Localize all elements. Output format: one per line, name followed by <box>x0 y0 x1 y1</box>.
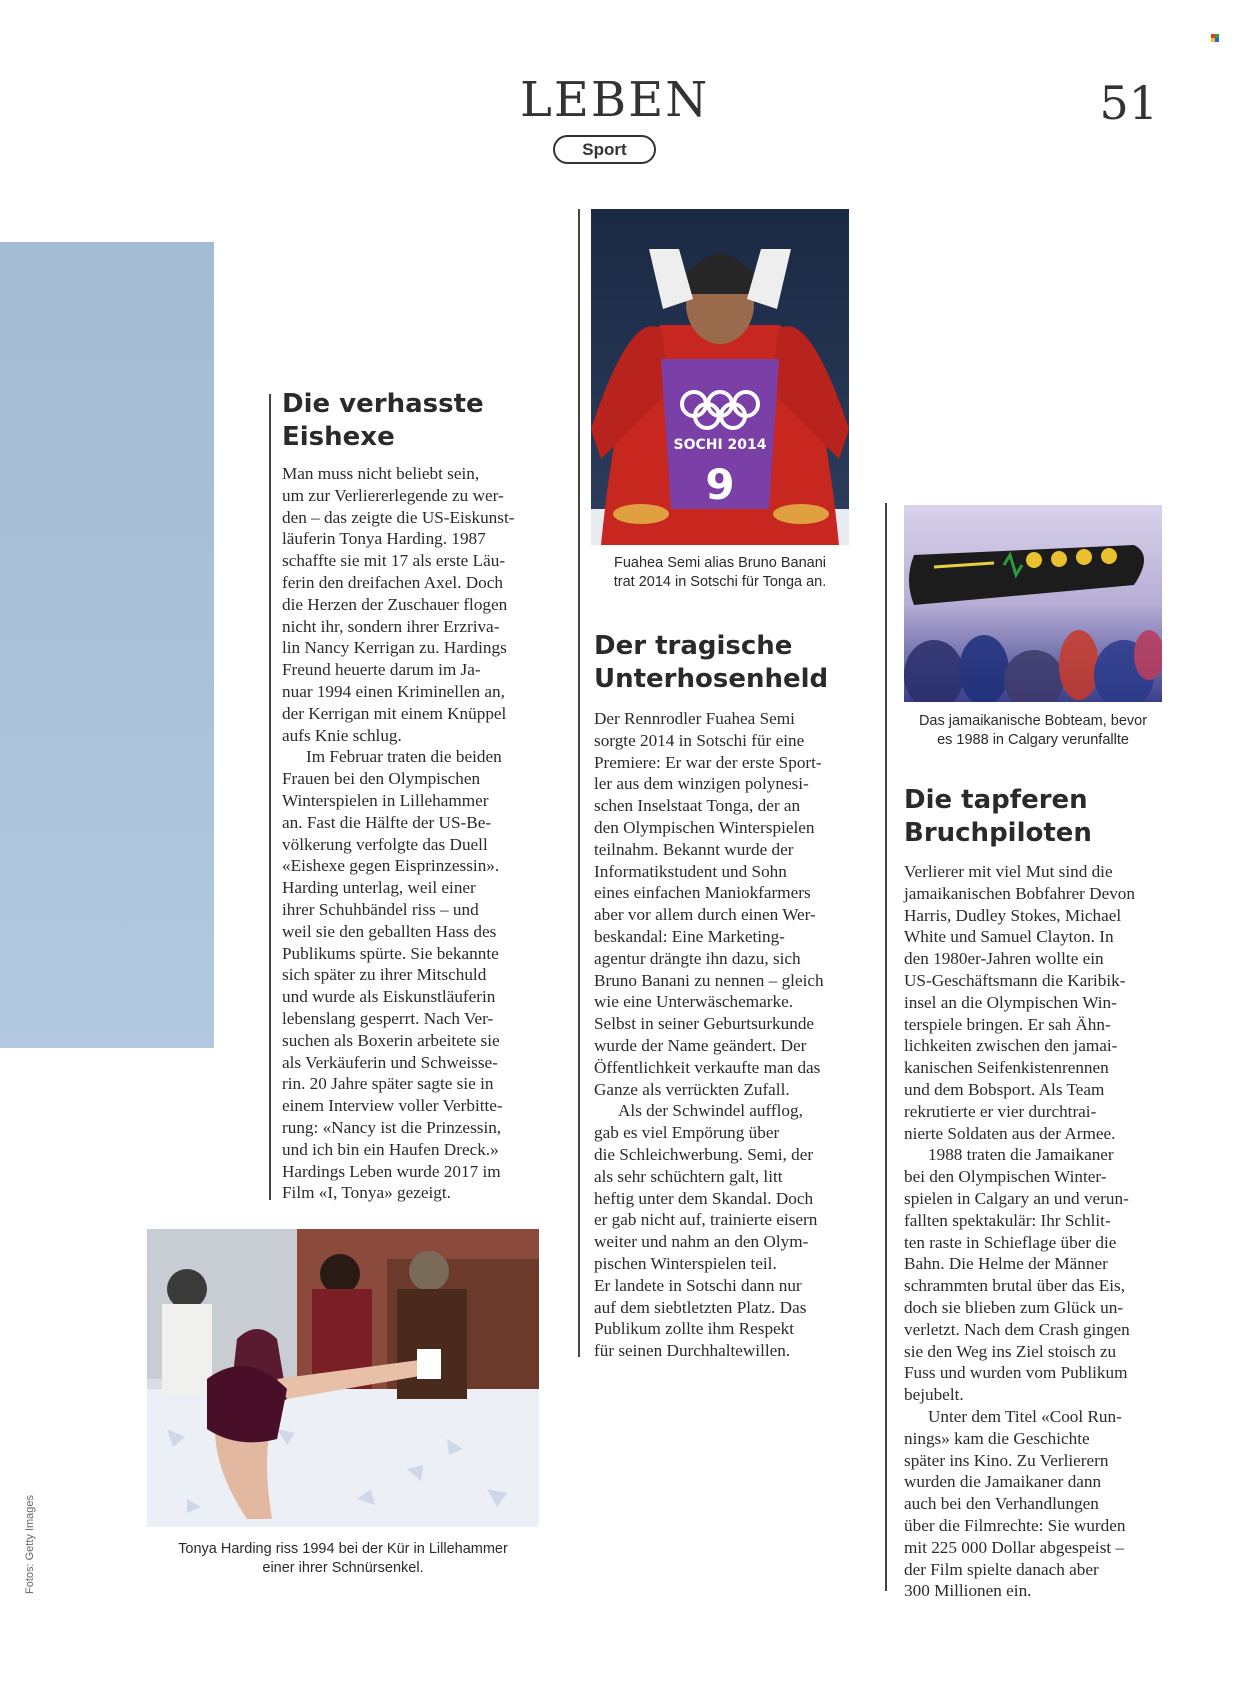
caption-semi: Fuahea Semi alias Bruno Banani trat 2014 in Sotschi für Tonga an. <box>613 555 827 590</box>
headline-harding: Die verhasste Eishexe <box>282 389 484 452</box>
photo-tonya-harding <box>147 1229 539 1527</box>
article-body-harding: Man muss nicht beliebt sein, um zur Verliererlegende zu wer- den – das zeigte die US-Eiskunst- läuferin Tonya Harding. 1987 schaffte sie mit 17 als erste Läu- ferin den dreifachen Axel. Doch die Herzen der Zuschauer flogen nicht ihr, sondern ihrer Erzriva- lin Nancy Kerrigan zu. Hardings Freund heuerte darum im Ja- nuar 1994 einen Kriminellen an, der Kerrigan mit einem Knüppel aufs Knie schlug. Im Februar traten die beiden Frauen bei den Olympischen Winterspielen in Lillehammer an. Fast die Hälfte der US-Be- völkerung verfolgte das Duell «Eishexe gegen Eisprinzessin». Harding unterlag, weil einer ihrer Schuhbändel riss – und weil sie den geballten Hass des Publikums spürte. Sie bekannte sich später zu ihrer Mitschuld und wurde als Eiskunstläuferin lebenslang gesperrt. Nach Ver- suchen als Boxerin arbeitete sie als Verkäuferin und Schweisse- rin. 20 Jahre später sagte sie in einem Interview voller Verbitte- rung: «Nancy ist die Prinzessin, und ich bin ein Haufen Dreck.» Hardings Leben wurde 2017 im Film «I, Tonya» gezeigt. <box>282 464 515 1203</box>
decorative-blue-panel <box>0 242 214 1048</box>
column-rule-3 <box>885 503 887 1591</box>
column-rule-1 <box>269 394 271 1200</box>
article-body-bobteam: Verlierer mit viel Mut sind die jamaikanischen Bobfahrer Devon Harris, Dudley Stokes, Michael White und Samuel Clayton. In den 1980er-Jahren wollte ein US-Geschäftsmann die Karibik- insel an die Olympischen Win- terspiele bringen. Er sah Ähn- lichkeiten zwischen den jamai- kanischen Seifenkistenrennen und dem Bobsport. Als Team rekrutierte er vier durchtrai- nierte Soldaten aus der Armee. 1988 traten die Jamaikaner bei den Olympischen Winter- spielen in Calgary an und verun- fallten spektakulär: Ihr Schlit- ten raste in Schieflage über die Bahn. Die Helme der Männer schrammten brutal über das Eis, doch sie blieben zum Glück un- verletzt. Nach dem Crash gingen sie den Weg ins Ziel stoisch zu Fuss und wurden vom Publikum bejubelt. Unter dem Titel «Cool Run- nings» kam die Geschichte später ins Kino. Zu Verlierern wurden die Jamaikaner dann auch bei den Verhandlungen über die Filmrechte: Sie wurden mit 225 000 Dollar abgespeist – der Film spielte danach aber 300 Millionen ein. <box>904 862 1135 1601</box>
photo-credit: Fotos: Getty Images <box>24 1494 36 1594</box>
caption-harding: Tonya Harding riss 1994 bei der Kür in Lillehammer einer ihrer Schnürsenkel. <box>178 1541 508 1576</box>
article-body-semi: Der Rennrodler Fuahea Semi sorgte 2014 in Sotschi für eine Premiere: Er war der erste Sport- ler aus dem winzigen polynesi- schen Inselstaat Tonga, der an den Olympischen Winterspielen teilnahm. Bekannt wurde der Informatikstudent und Sohn eines einfachen Maniokfarmers aber vor allem durch einen Wer- beskandal: Eine Marketing- agentur drängte ihn dazu, sich Bruno Banani zu nennen – gleich wie eine Unterwäschemarke. Selbst in seiner Geburtsurkunde wurde der Name geändert. Der Öffentlichkeit verkaufte man das Ganze als verrückten Zufall. Als der Schwindel aufflog, gab es viel Empörung über die Schleichwerbung. Semi, der als sehr schüchtern galt, litt heftig unter dem Skandal. Doch er gab nicht auf, trainierte eisern weiter und nahm an den Olym- pischen Winterspielen teil. Er landete in Sotschi dann nur auf dem siebtletzten Platz. Das Publikum zollte ihm Respekt für seinen Durchhaltewillen. <box>594 709 824 1361</box>
section-title: LEBEN <box>520 72 710 128</box>
headline-semi: Der tragische Unterhosenheld <box>594 631 829 694</box>
column-rule-2 <box>578 209 580 1357</box>
bib-text: SOCHI 2014 <box>673 437 767 453</box>
photo-fuahea-semi <box>591 209 849 545</box>
bib-number: 9 <box>705 460 735 509</box>
headline-bobteam: Die tapferen Bruchpiloten <box>904 785 1092 848</box>
caption-bobteam: Das jamaikanische Bobteam, bevor es 1988 in Calgary verunfallte <box>918 713 1148 748</box>
subsection-badge[interactable]: Sport <box>553 135 656 164</box>
photo-jamaican-bobteam <box>904 505 1162 702</box>
page-number: 51 <box>1099 76 1158 130</box>
color-mark-icon <box>1211 34 1219 42</box>
